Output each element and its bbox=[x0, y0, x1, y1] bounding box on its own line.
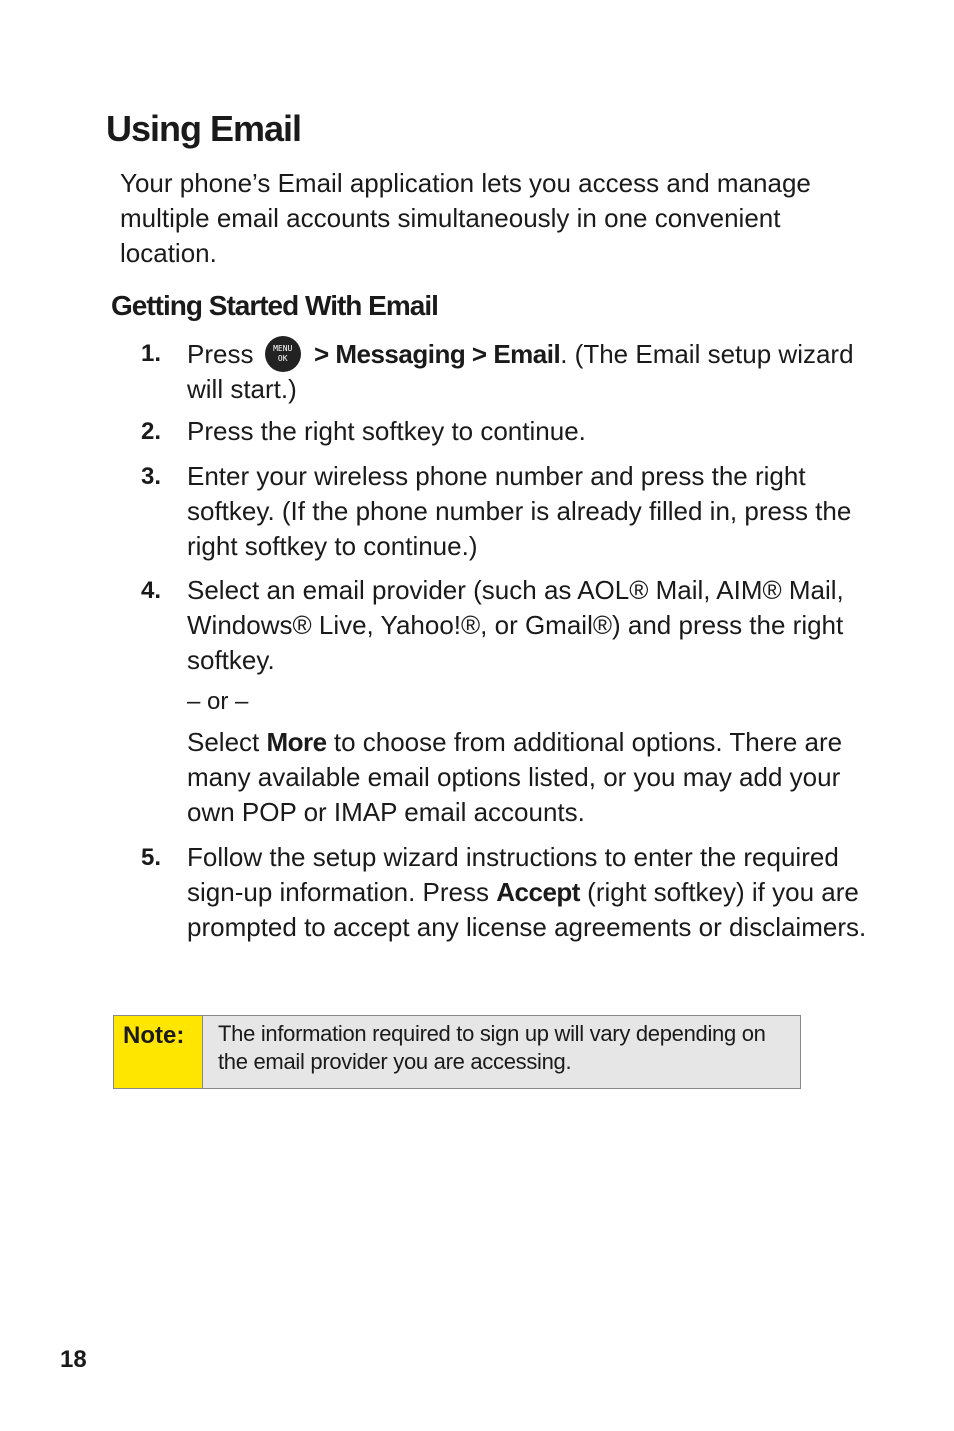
page-number: 18 bbox=[60, 1346, 87, 1373]
step-text bbox=[187, 336, 867, 407]
menu-ok-key-icon bbox=[265, 336, 301, 372]
menu-path: > Messaging > Email bbox=[313, 339, 561, 369]
ok-key-label: OK bbox=[277, 354, 288, 363]
step-text bbox=[187, 840, 867, 945]
step-alt-text bbox=[187, 725, 867, 830]
menu-key-label: MENU bbox=[273, 344, 293, 353]
step-text: Press the right softkey to continue. bbox=[187, 416, 586, 446]
step-rest-text: . (The Email setup wizard will start.) bbox=[187, 339, 854, 404]
accept-option: Accept bbox=[496, 877, 580, 907]
step-press-text: Press bbox=[187, 339, 254, 369]
step-number: 2. bbox=[141, 418, 162, 445]
step-text bbox=[187, 573, 867, 830]
more-option: More bbox=[266, 727, 327, 757]
step-post: (right softkey) if you are prompted to accept any license agreements or disclaimers. bbox=[187, 877, 867, 942]
alt-pre: Select bbox=[187, 727, 267, 757]
step-main-text: Select an email provider (such as AOL® Mail, AIM® Mail, Windows® Live, Yahoo!®, or Gmail®) and press the right softkey. bbox=[187, 575, 844, 675]
note-box bbox=[113, 1015, 801, 1089]
page-title: Using Email bbox=[106, 108, 302, 149]
section-heading: Getting Started With Email bbox=[111, 290, 438, 321]
step-number: 5. bbox=[141, 844, 162, 871]
intro-paragraph: Your phone’s Email application lets you access and manage multiple email accounts simultaneously in one convenient location. bbox=[120, 168, 811, 268]
step-number: 3. bbox=[141, 463, 162, 490]
or-separator: – or – bbox=[187, 688, 249, 715]
alt-post: to choose from additional options. There are many available email options listed, or you may add your own POP or IMAP email accounts. bbox=[187, 727, 843, 827]
note-text: The information required to sign up will vary depending on the email provider you are accessing. bbox=[218, 1021, 766, 1074]
step-number: 1. bbox=[141, 340, 162, 367]
step-number: 4. bbox=[141, 577, 162, 604]
step-pre: Follow the setup wizard instructions to enter the required sign-up information. Press bbox=[187, 842, 839, 907]
step-text: Enter your wireless phone number and press the right softkey. (If the phone number is already filled in, press the right softkey to continue.) bbox=[187, 461, 852, 561]
note-label: Note: bbox=[114, 1016, 203, 1088]
